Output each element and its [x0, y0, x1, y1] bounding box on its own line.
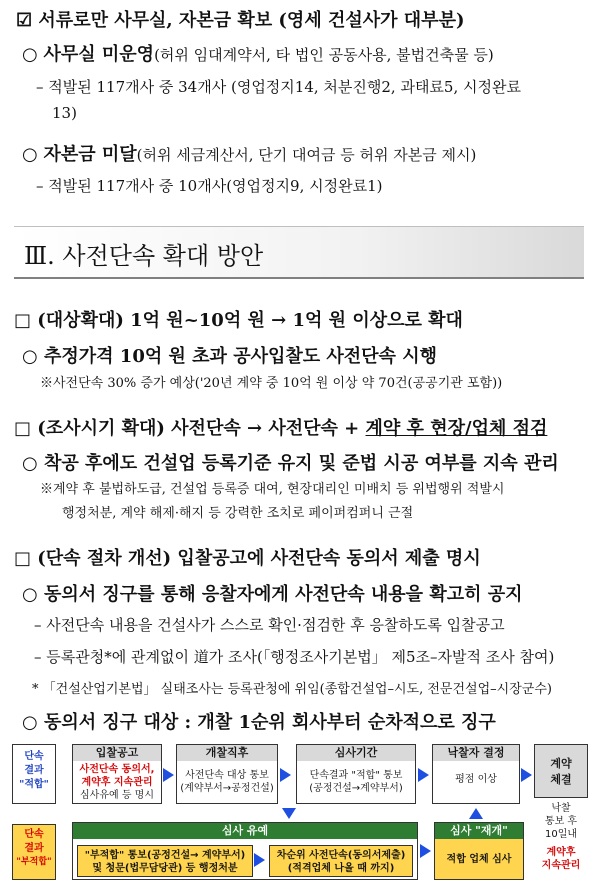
- item-note: ※사전단속 30% 증가 예상('20년 계약 중 10억 원 이상 약 70건(공공기관 포함)): [40, 376, 503, 391]
- result-label: "부적합": [16, 857, 52, 867]
- result-label: 단속: [24, 829, 44, 840]
- contract-note: 낙찰: [551, 803, 571, 814]
- step-text: 심사유예 등 명시: [80, 790, 154, 801]
- right-arrow-icon: [418, 768, 429, 782]
- right-arrow-icon: [280, 768, 291, 782]
- item-detail: – 등록관청*에 관계없이 道가 조사(「행정조사기본법」 제5조–자발적 조사 참여): [34, 648, 555, 666]
- section-heading: 서류로만 사무실, 자본금 확보 (영세 건설사가 대부분): [38, 10, 465, 31]
- contract-note: 계약후: [546, 847, 576, 858]
- step-contract: [534, 744, 588, 798]
- result-label: 결과: [24, 765, 44, 776]
- group-header: 심사 유예: [73, 823, 417, 839]
- step-bid-notice: [72, 744, 162, 804]
- step-text: "부적합" 통보(공정건설→ 계약부서): [84, 850, 246, 861]
- contract-note: 지속관리: [541, 860, 581, 871]
- step-review-resume: [434, 822, 524, 880]
- step-winner-decision: [432, 744, 520, 804]
- review-suspension-group: [72, 822, 418, 880]
- point-title: 자본금 미달: [43, 144, 137, 165]
- item-point: ○ 추정가격 10억 원 초과 공사입찰도 사전단속 시행: [22, 346, 437, 367]
- result-label: 단속: [24, 751, 44, 762]
- item-heading: □ (대상확대) 1억 원~10억 원 → 1억 원 이상으로 확대: [14, 310, 463, 331]
- step-text: 사전단속 대상 통보: [185, 770, 269, 781]
- item-point: ○ 착공 후에도 건설업 등록기준 유지 및 준법 시공 여부를 지속 관리: [22, 453, 559, 474]
- item-note: ※계약 후 불법하도급, 건설업 등록증 대여, 현장대리인 미배치 등 위법행위 적발시: [40, 482, 505, 497]
- up-arrow-icon: [469, 808, 483, 819]
- item-heading-underline: 계약 후 현장/업체 점검: [365, 418, 548, 439]
- step-after-opening: [176, 744, 278, 804]
- point-title: 사무실 미운영: [43, 44, 155, 65]
- step-text: 사전단속 동의서,: [79, 764, 155, 775]
- right-arrow-icon: [420, 844, 431, 858]
- step-text: 적합 업체 심사: [446, 854, 512, 865]
- item-point: ○ 동의서 징구 대상 : 개찰 1순위 회사부터 순차적으로 징구: [22, 712, 496, 733]
- point-subtext-cont: 13): [52, 104, 77, 122]
- step-text: 및 청문(법무담당관) 등 행정처분: [92, 863, 238, 874]
- step-text: 체결: [550, 773, 572, 786]
- item-footnote: * 「건설산업기본법」 실태조사는 등록관청에 위임(종합건설업–시도, 전문건설업–시장군수): [32, 682, 552, 697]
- step-review-period: [296, 744, 416, 804]
- point-subtext: – 적발된 117개사 중 10개사(영업정지9, 시정완료1): [36, 177, 383, 195]
- step-text: 차순위 사전단속(동의서제출): [276, 850, 406, 861]
- item-detail: – 사전단속 내용을 건설사가 스스로 확인·점검한 후 응찰하도록 입찰공고: [34, 616, 505, 634]
- item-point: ○ 동의서 징구를 통해 응찰자에게 사전단속 내용을 확고히 공지: [22, 584, 523, 605]
- checkbox-icon: ☑: [16, 10, 33, 31]
- section-title: Ⅲ. 사전단속 확대 방안: [24, 242, 264, 270]
- step-text: (계약부서→공정건설): [180, 783, 274, 794]
- step-header: 개찰직후: [177, 745, 277, 761]
- step-text: 계약: [550, 757, 572, 770]
- step-text: 계약후 지속관리: [81, 777, 153, 788]
- result-label: "적합": [19, 779, 49, 790]
- right-arrow-icon: [521, 768, 532, 782]
- point-detail: (허위 임대계약서, 타 법인 공동사용, 불법건축물 등): [154, 46, 494, 64]
- item-note-cont: 행정처분, 계약 해제·해지 등 강력한 조치로 페이퍼컴퍼니 근절: [62, 506, 414, 521]
- result-unsuitable-box: [12, 824, 56, 880]
- down-arrow-icon: [282, 808, 296, 819]
- contract-note: 10일내: [544, 829, 578, 840]
- step-text: 평점 이상: [455, 774, 497, 785]
- step-header: 입찰공고: [73, 745, 161, 761]
- item-heading: □ (단속 절차 개선) 입찰공고에 사전단속 동의서 제출 명시: [14, 548, 481, 569]
- step-next-inspection: [269, 845, 413, 877]
- section-banner: [14, 226, 584, 279]
- right-arrow-icon: [254, 853, 265, 867]
- item-heading: □ (조사시기 확대) 사전단속 → 사전단속 +: [14, 418, 366, 439]
- step-unsuitable-notice: [77, 845, 253, 877]
- bullet-icon: ○: [22, 44, 38, 65]
- step-text: (적격업체 나올 때 까지): [287, 863, 395, 874]
- step-header: 심사 "재개": [435, 823, 523, 839]
- right-arrow-icon: [163, 768, 174, 782]
- step-text: (공정건설→계약부서): [309, 783, 403, 794]
- point-detail: (허위 세금계산서, 단기 대여금 등 허위 자본금 제시): [136, 146, 477, 164]
- step-text: 단속결과 "적합" 통보: [309, 770, 403, 781]
- point-subtext: – 적발된 117개사 중 34개사 (영업정지14, 처분진행2, 과태료5, 시정완료: [36, 78, 521, 96]
- contract-note: 통보 후: [544, 816, 578, 827]
- step-header: 심사기간: [297, 745, 415, 761]
- bullet-icon: ○: [22, 144, 38, 165]
- step-header: 낙찰자 결정: [433, 745, 519, 761]
- result-suitable-box: [12, 744, 56, 804]
- result-label: 결과: [24, 843, 44, 854]
